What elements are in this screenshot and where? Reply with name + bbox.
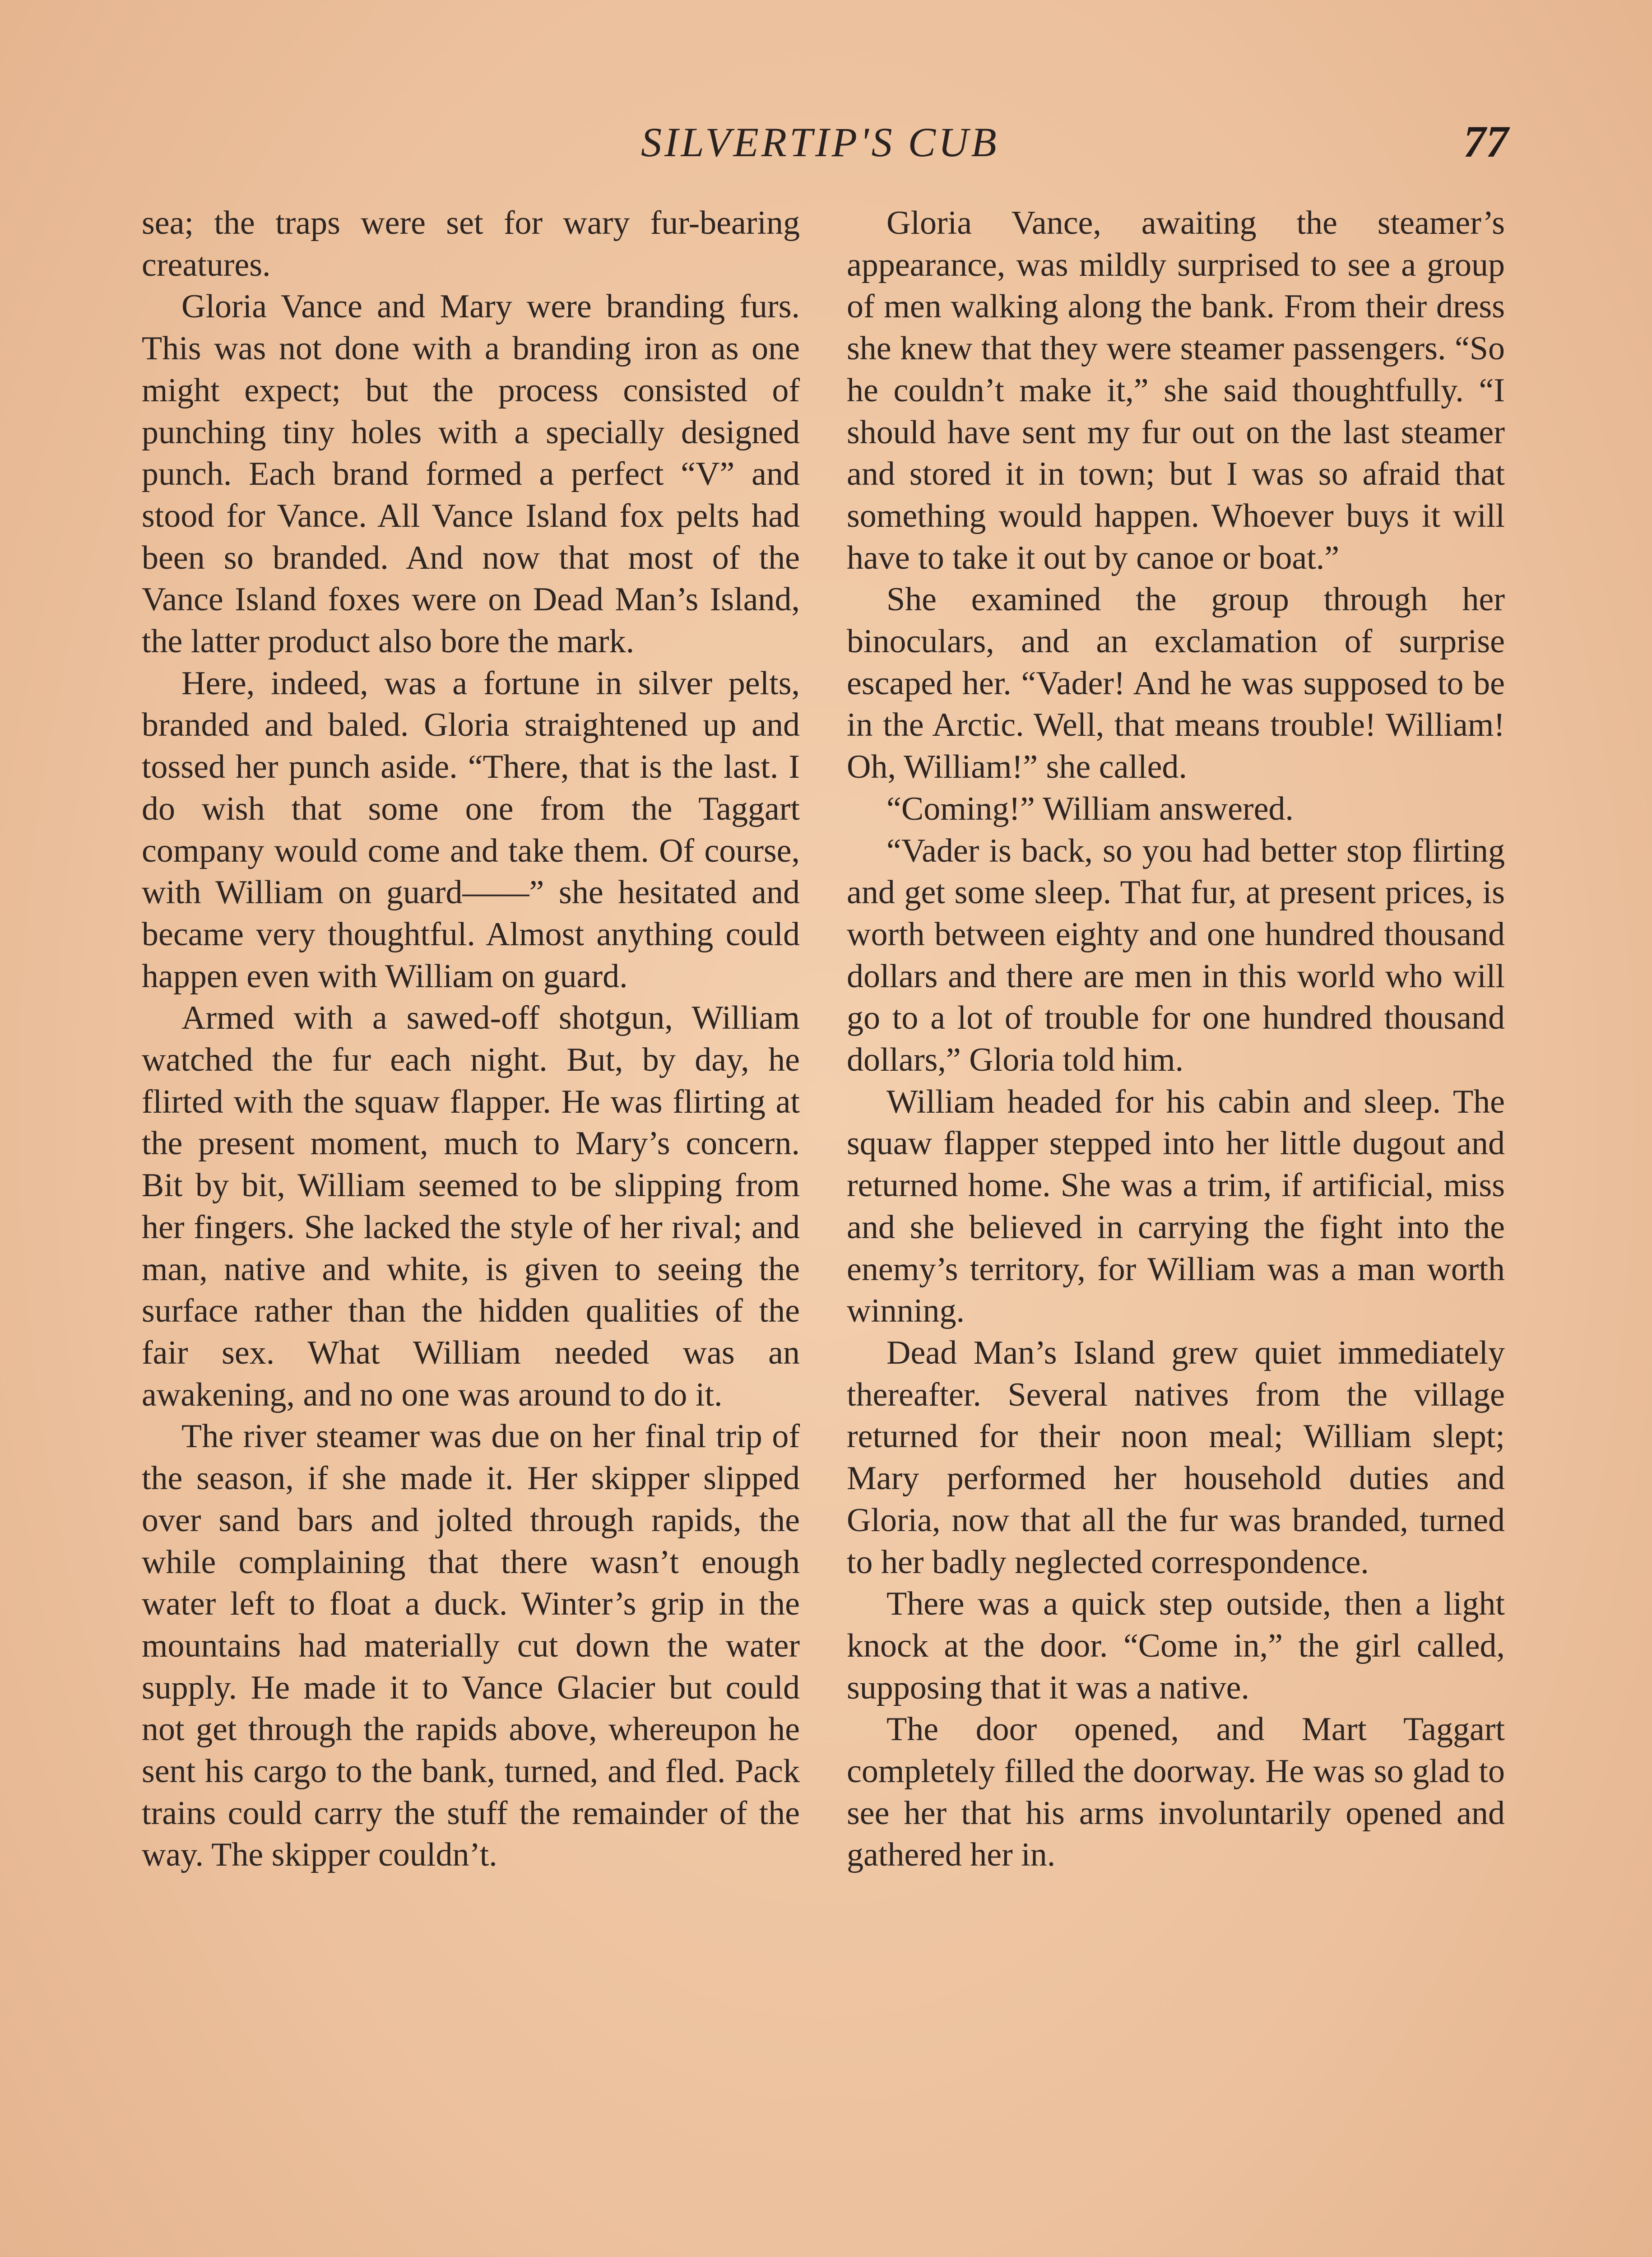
page-number: 77: [1463, 116, 1508, 167]
paragraph: The door opened, and Mart Taggart completely filled the doorway. He was so glad to see her that his arms involuntarily opened and gathered her in.: [847, 1711, 1505, 1874]
paragraph: There was a quick step outside, then a light knock at the door. “Come in,” the girl called, supposing that it was a native.: [847, 1585, 1505, 1706]
running-title: SILVERTIP'S CUB: [641, 119, 999, 165]
paragraph: Gloria Vance, awaiting the steamer’s appearance, was mildly surprised to see a group of men walking along the bank. From their dress she knew that they were steamer passengers. “So he couldn’t make it,” she said thoughtfully. “I should have sent my fur out on the last steamer and stored it in town; but I was so afraid that something would happen. Whoever buys it will have to take it out by canoe or boat.”: [847, 204, 1505, 576]
paragraph: sea; the traps were set for wary fur-bearing creatures.: [142, 204, 800, 283]
right-column: [847, 202, 1505, 1876]
paragraph: The river steamer was due on her final trip of the season, if she made it. Her skipper slipped over sand bars and jolted through rapids, the while complaining that there wasn’t enough water left to float a duck. Winter’s grip in the mountains had materially cut down the water supply. He made it to Vance Glacier but could not get through the rapids above, whereupon he sent his cargo to the bank, turned, and fled. Pack trains could carry the stuff the remainder of the way. The skipper couldn’t.: [142, 1418, 800, 1874]
paragraph: Here, indeed, was a fortune in silver pelts, branded and baled. Gloria straightened up and tossed her punch aside. “There, that is the last. I do wish that some one from the Taggart company would come and take them. Of course, with William on guard——” she hesitated and became very thoughtful. Almost anything could happen even with William on guard.: [142, 664, 800, 995]
paragraph: Dead Man’s Island grew quiet immediately thereafter. Several natives from the village returned for their noon meal; William slept; Mary performed her household duties and Gloria, now that all the fur was branded, turned to her badly neglected correspondence.: [847, 1334, 1505, 1581]
paragraph: “Vader is back, so you had better stop flirting and get some sleep. That fur, at present prices, is worth between eighty and one hundred thousand dollars and there are men in this world who will go to a lot of trouble for one hundred thousand dollars,” Gloria told him.: [847, 832, 1505, 1079]
paragraph: She examined the group through her binoculars, and an exclamation of surprise escaped her. “Vader! And he was supposed to be in the Arctic. Well, that means trouble! William! Oh, William!” she called.: [847, 581, 1505, 786]
paragraph: William headed for his cabin and sleep. The squaw flapper stepped into her little dugout and returned home. She was a trim, if artificial, miss and she believed in carrying the fight into the enemy’s territory, for William was a man worth winning.: [847, 1083, 1505, 1330]
paragraph: Gloria Vance and Mary were branding furs. This was not done with a branding iron as one might expect; but the process consisted of punching tiny holes with a specially designed punch. Each brand formed a perfect “V” and stood for Vance. All Vance Island fox pelts had been so branded. And now that most of the Vance Island foxes were on Dead Man’s Island, the latter product also bore the mark.: [142, 288, 800, 660]
paragraph: Armed with a sawed-off shotgun, William watched the fur each night. But, by day, he flirted with the squaw flapper. He was flirting at the present moment, much to Mary’s concern. Bit by bit, William seemed to be slipping from her fingers. She lacked the style of her rival; and man, native and white, is given to seeing the surface rather than the hidden qualities of the fair sex. What William needed was an awakening, and no one was around to do it.: [142, 999, 800, 1413]
left-column: [142, 202, 800, 1876]
paragraph: “Coming!” William answered.: [886, 790, 1294, 827]
page-header: [0, 118, 1652, 172]
